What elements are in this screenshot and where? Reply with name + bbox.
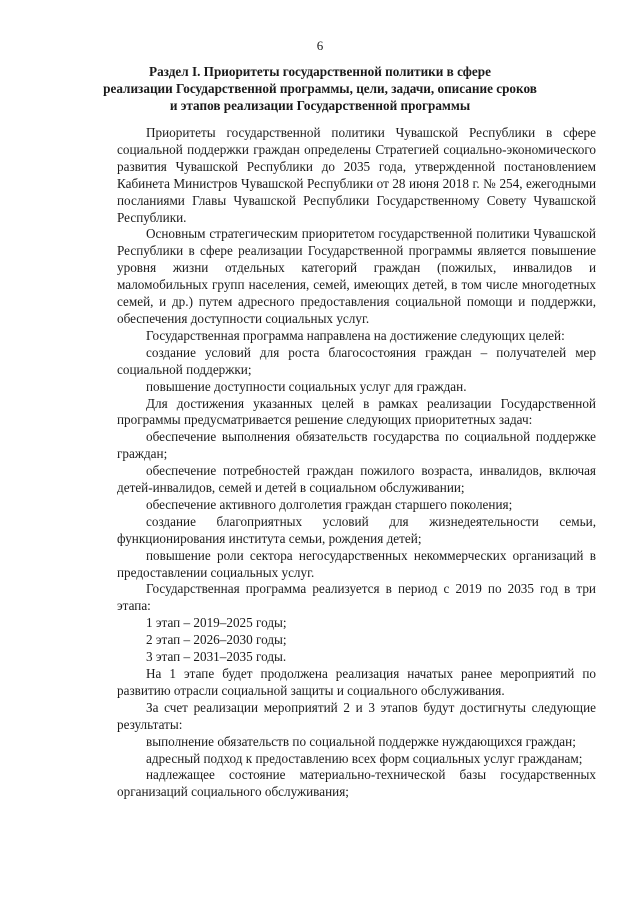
paragraph: 1 этап – 2019–2025 годы; (146, 615, 287, 631)
paragraph: повышение доступности социальных услуг для граждан. (146, 378, 467, 394)
section-title-line: Раздел I. Приоритеты государственной политики в сфере (149, 64, 491, 79)
section-title-line: и этапов реализации Государственной программы (169, 97, 471, 113)
paragraph: Основным стратегическим приоритетом государственной политики Чувашской Республики в сфере реализации Государственной программы является повышение уровня жизни отдельных категорий граждан (пожилых, инвалидов и маломобильных групп населения, семей, имеющих детей, в том числе многодетных семей, и др.) путем адресного предоставления социальной помощи и поддержки, обеспечения доступности социальных услуг. (117, 226, 596, 326)
paragraph: За счет реализации мероприятий 2 и 3 этапов будут достигнуты следующие результаты: (117, 699, 596, 732)
paragraph: Государственная программа направлена на достижение следующих целей: (146, 327, 565, 343)
body-text (117, 125, 596, 801)
paragraph: 2 этап – 2026–2030 годы; (146, 632, 287, 648)
paragraph: На 1 этапе будет продолжена реализация начатых ранее мероприятий по развитию отрасли социальной защиты и социального обслуживания. (117, 666, 596, 698)
paragraph: обеспечение потребностей граждан пожилого возраста, инвалидов, включая детей-инвалидов, семей и детей в социальном обслуживании; (117, 463, 596, 496)
paragraph: создание благоприятных условий для жизнедеятельности семьи, функционирования института семьи, рождения детей; (117, 513, 596, 546)
paragraph: Приоритеты государственной политики Чувашской Республики в сфере социальной поддержки граждан определены Стратегией социально-экономического развития Чувашской Республики до 2035 года, утвержденной постановлением Кабинета Министров Чувашской Республики от 28 июня 2018 г. № 254, ежегодными посланиями Главы Чувашской Республики Государственному Совету Чувашской Республики. (117, 125, 596, 225)
paragraph: Государственная программа реализуется в период с 2019 по 2035 год в три этапа: (117, 581, 596, 614)
section-title-line: реализации Государственной программы, цели, задачи, описание сроков (103, 80, 537, 96)
section-title (100, 64, 540, 114)
page-number: 6 (316, 38, 324, 53)
paragraph: создание условий для роста благосостояния граждан – получателей мер социальной поддержки; (117, 344, 596, 377)
paragraph: адресный подход к предоставлению всех форм социальных услуг гражданам; (146, 750, 583, 766)
paragraph: Для достижения указанных целей в рамках реализации Государственной программы предусматривается решение следующих приоритетных задач: (117, 395, 596, 428)
paragraph: обеспечение активного долголетия граждан старшего поколения; (146, 496, 513, 512)
paragraph: повышение роли сектора негосударственных некоммерческих организаций в предоставлении социальных услуг. (117, 547, 596, 580)
paragraph: выполнение обязательств по социальной поддержке нуждающихся граждан; (146, 733, 576, 749)
paragraph: обеспечение выполнения обязательств государства по социальной поддержке граждан; (117, 429, 596, 462)
paragraph: 3 этап – 2031–2035 годы. (146, 649, 287, 665)
paragraph: надлежащее состояние материально-технической базы государственных организаций социального обслуживания; (117, 767, 596, 800)
